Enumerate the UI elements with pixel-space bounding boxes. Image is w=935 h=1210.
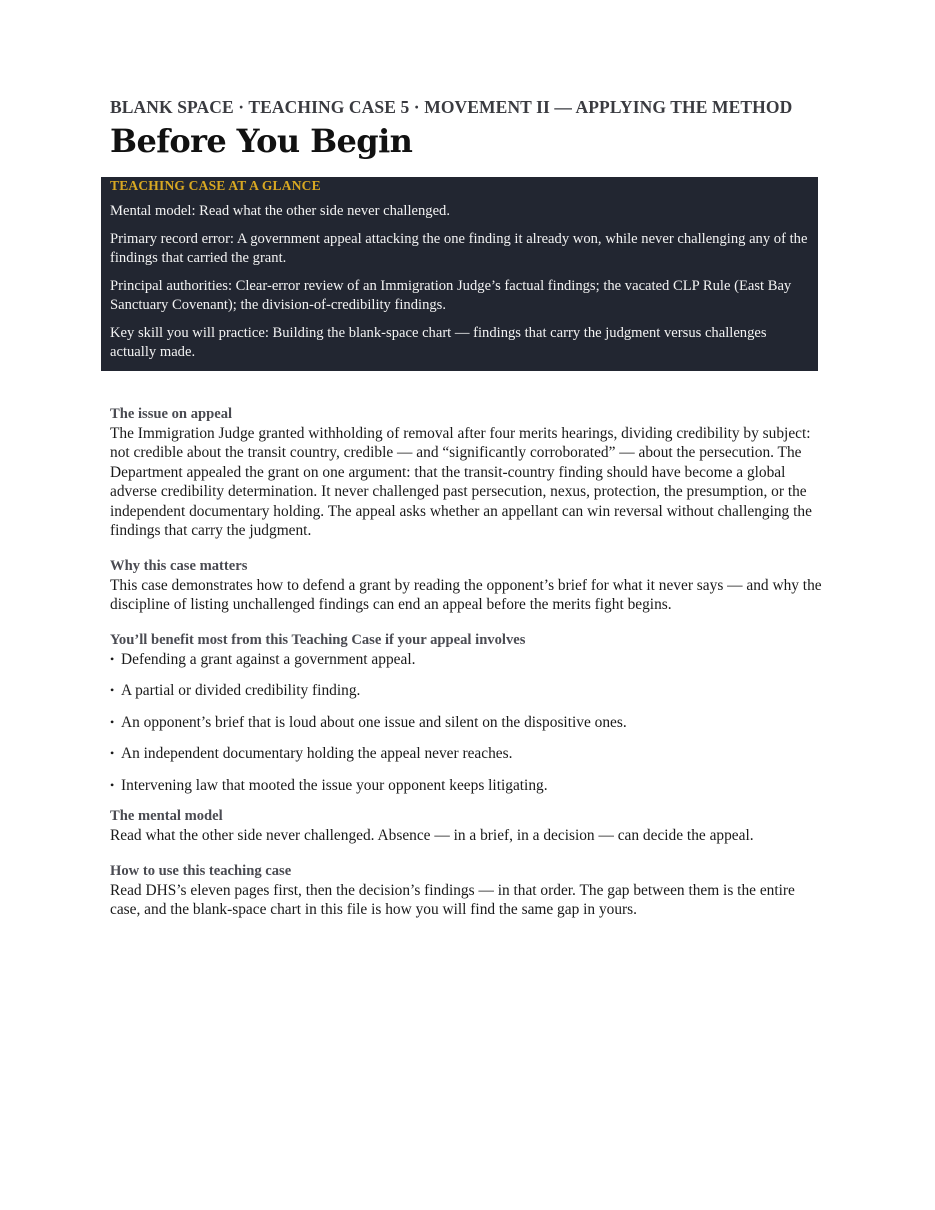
benefit-list [110,650,826,796]
section-body: Read what the other side never challenged. Absence — in a brief, in a decision — can decide the appeal. [110,827,754,844]
running-head: BLANK SPACE · TEACHING CASE 5 · MOVEMENT II — APPLYING THE METHOD [110,97,793,117]
list-item: • An independent documentary holding the appeal never reaches. [110,745,513,762]
section-why [110,557,826,615]
list-item: • Defending a grant against a government appeal. [110,650,416,668]
bullet-icon: • [110,714,115,729]
section-how-to-use [110,862,826,920]
list-item: • An opponent’s brief that is loud about one issue and silent on the dispositive ones. [110,713,627,731]
section-heading: The issue on appeal [110,405,233,422]
bullet-icon: • [110,651,115,666]
section-issue [110,405,826,541]
document-page [110,96,826,920]
section-body: This case demonstrates how to defend a grant by reading the opponent’s brief for what it never says — and why the discipline of listing unchallenged findings can end an appeal before the merits fight begins. [110,576,822,613]
page-title: Before You Begin [110,122,413,160]
at-a-glance-box [101,177,818,371]
section-heading: Why this case matters [110,557,248,574]
list-item: • A partial or divided credibility finding. [110,682,361,699]
list-item: • Intervening law that mooted the issue your opponent keeps litigating. [110,776,548,794]
section-benefit [110,631,826,796]
section-mental-model [110,807,826,846]
at-a-glance-title: TEACHING CASE AT A GLANCE [110,178,321,193]
glance-item-record-error: Primary record error: A government appeal attacking the one finding it already won, while never challenging any of the findings that carried the grant. [110,230,808,266]
bullet-icon: • [110,746,115,760]
bullet-icon: • [110,683,115,697]
glance-item-authorities: Principal authorities: Clear-error review of an Immigration Judge’s factual findings; the vacated CLP Rule (East Bay Sanctuary Covenant); the division-of-credibility findings. [110,277,792,313]
glance-item-mental-model: Mental model: Read what the other side never challenged. [110,203,450,219]
section-body: The Immigration Judge granted withholding of removal after four merits hearings, dividing credibility by subject: not credible about the transit country, credible — and “significantly corroborated” — about the persecution. The Department appealed the grant on one argument: that the transit-country finding should have become a global adverse credibility determination. It never challenged past persecution, nexus, protection, the presumption, or the independent documentary holding. The appeal asks whether an appellant can win reversal without challenging the findings that carry the judgment. [110,424,812,539]
section-heading: The mental model [110,808,223,824]
section-heading: How to use this teaching case [110,862,292,879]
section-heading: You’ll benefit most from this Teaching Case if your appeal involves [110,631,526,648]
glance-item-key-skill: Key skill you will practice: Building the blank-space chart — findings that carry the judgment versus challenges actually made. [110,324,767,360]
bullet-icon: • [110,777,115,792]
section-body: Read DHS’s eleven pages first, then the decision’s findings — in that order. The gap between them is the entire case, and the blank-space chart in this file is how you will find the same gap in yours. [110,881,795,918]
